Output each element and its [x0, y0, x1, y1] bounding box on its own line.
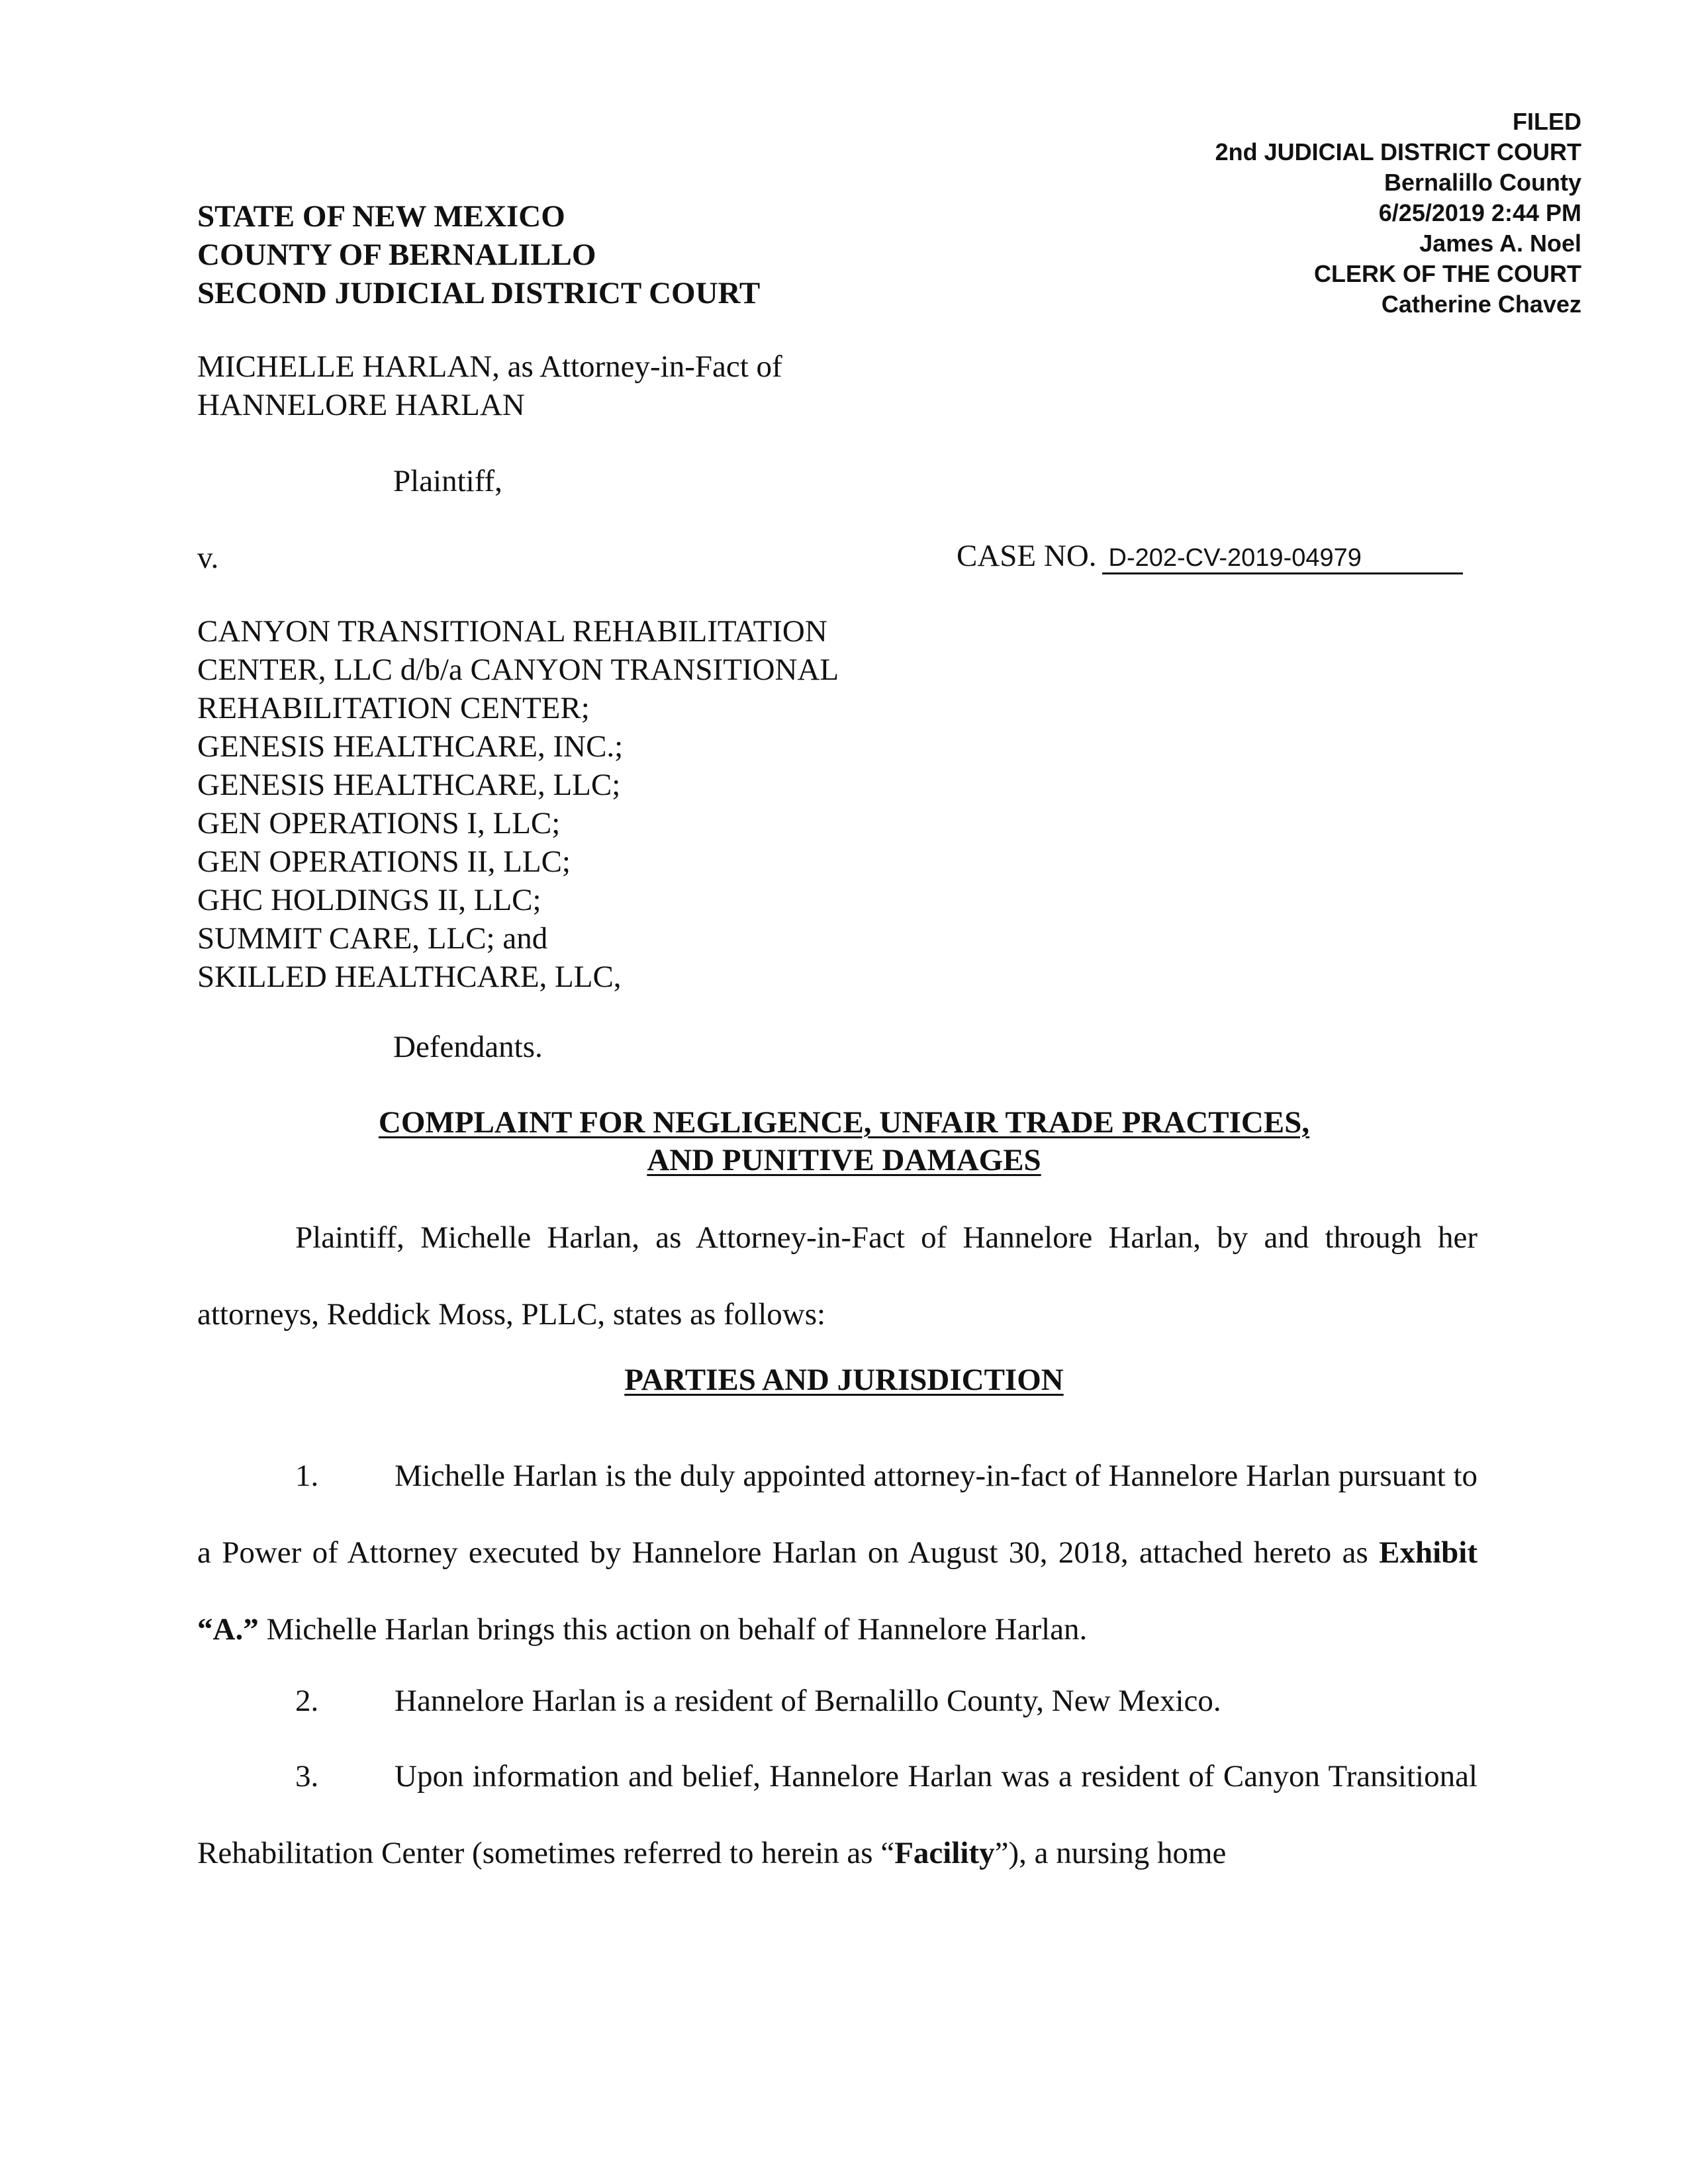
case-number-field — [957, 537, 1463, 575]
defendant-line: CANYON TRANSITIONAL REHABILITATION — [197, 614, 827, 649]
defendant-line: GENESIS HEALTHCARE, INC.; — [197, 729, 624, 764]
defendant-line: CENTER, LLC d/b/a CANYON TRANSITIONAL — [197, 653, 839, 687]
case-number-value: D-202-CV-2019-04979 — [1102, 543, 1463, 574]
court-header — [197, 197, 760, 312]
paragraph-3 — [197, 1738, 1477, 1891]
complaint-title — [0, 1104, 1688, 1179]
filing-stamp — [1215, 107, 1581, 320]
facility-term: Facility — [894, 1836, 995, 1870]
complaint-title-line: COMPLAINT FOR NEGLIGENCE, UNFAIR TRADE PRACTICES, — [378, 1105, 1310, 1140]
paragraph-text: Hannelore Harlan is a resident of Bernalillo County, New Mexico. — [395, 1684, 1221, 1718]
defendant-line: GHC HOLDINGS II, LLC; — [197, 883, 541, 917]
paragraph-text: Michelle Harlan is the duly appointed attorney-in-fact of Hannelore Harlan pursuant to a Power of Attorney executed by Hannelore Harlan on August 30, 2018, attached hereto as — [197, 1459, 1477, 1570]
stamp-clerk-title: CLERK OF THE COURT — [1314, 260, 1581, 287]
stamp-deputy: Catherine Chavez — [1381, 291, 1581, 318]
stamp-clerk-name: James A. Noel — [1419, 230, 1581, 257]
stamp-court: 2nd JUDICIAL DISTRICT COURT — [1215, 138, 1581, 165]
stamp-filed: FILED — [1513, 108, 1581, 135]
court-header-county: COUNTY OF BERNALILLO — [197, 238, 596, 272]
paragraph-text: Upon information and belief, Hannelore Harlan was a resident of Canyon Transitional Rehabilitation Center (sometimes referred to herein as “ — [197, 1759, 1477, 1870]
stamp-county: Bernalillo County — [1383, 169, 1581, 196]
plaintiff-name-line: HANNELORE HARLAN — [197, 388, 525, 422]
defendant-line: SKILLED HEALTHCARE, LLC, — [197, 960, 622, 994]
court-header-state: STATE OF NEW MEXICO — [197, 199, 565, 234]
defendant-line: GEN OPERATIONS II, LLC; — [197, 844, 571, 879]
defendant-line: GENESIS HEALTHCARE, LLC; — [197, 768, 621, 802]
paragraph-text: Michelle Harlan brings this action on behalf of Hannelore Harlan. — [258, 1612, 1088, 1647]
court-header-court: SECOND JUDICIAL DISTRICT COURT — [197, 276, 761, 310]
complaint-title-line: AND PUNITIVE DAMAGES — [647, 1143, 1041, 1177]
defendants-list — [197, 612, 839, 996]
stamp-datetime: 6/25/2019 2:44 PM — [1378, 199, 1581, 226]
plaintiff-name — [197, 347, 782, 424]
defendant-line: SUMMIT CARE, LLC; and — [197, 921, 548, 956]
intro-paragraph: Plaintiff, Michelle Harlan, as Attorney-in-Fact of Hannelore Harlan, by and through her attorneys, Reddick Moss, PLLC, states as follows: — [197, 1220, 1477, 1332]
defendants-role: Defendants. — [393, 1030, 543, 1064]
defendant-line: GEN OPERATIONS I, LLC; — [197, 806, 561, 841]
versus: v. — [197, 541, 219, 575]
case-number-label: CASE NO. — [957, 539, 1097, 573]
defendant-line: REHABILITATION CENTER; — [197, 691, 590, 725]
paragraph-number: 2. — [295, 1684, 319, 1718]
exhibit-reference: Exhibit “A.” — [197, 1535, 1477, 1647]
paragraph-number: 3. — [295, 1759, 319, 1794]
plaintiff-role: Plaintiff, — [393, 464, 502, 498]
section-heading: PARTIES AND JURISDICTION — [624, 1363, 1064, 1397]
paragraph-2 — [197, 1662, 1477, 1739]
paragraph-text: ”), a nursing home — [994, 1836, 1227, 1870]
plaintiff-name-line: MICHELLE HARLAN, as Attorney-in-Fact of — [197, 349, 782, 384]
paragraph-1 — [197, 1437, 1477, 1668]
paragraph-number: 1. — [295, 1459, 319, 1493]
